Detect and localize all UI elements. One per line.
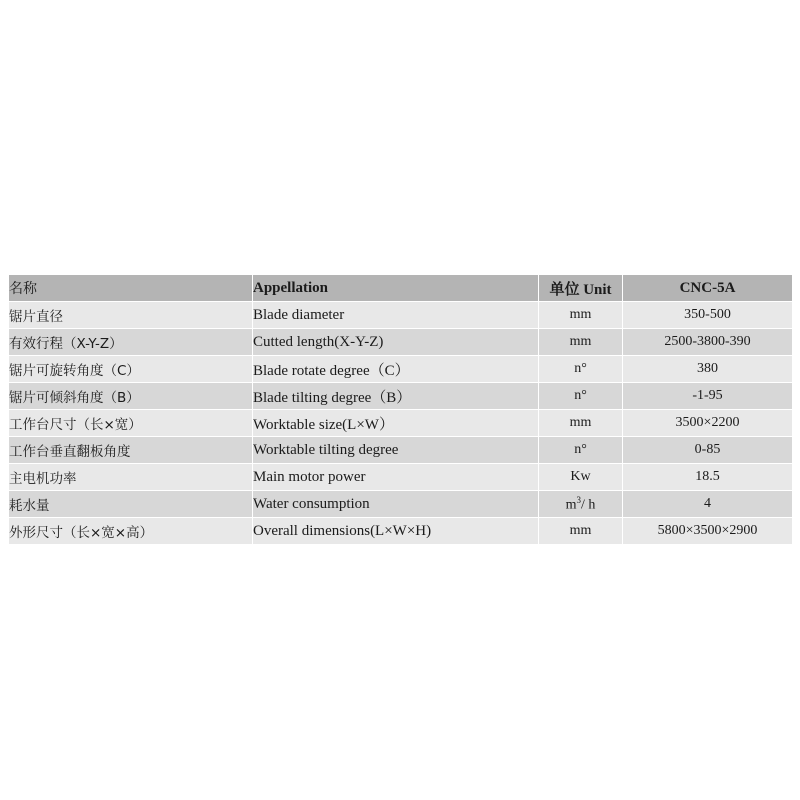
row-unit (539, 491, 623, 518)
unit-base: m (565, 497, 577, 513)
header-appellation: Appellation (253, 275, 539, 302)
row-value: 5800×3500×2900 (623, 518, 793, 545)
row-appellation: Blade tilting degree（B） (253, 383, 539, 410)
row-value: -1-95 (623, 383, 793, 410)
table-row (9, 329, 793, 356)
table-row (9, 518, 793, 545)
row-name: 外形尺寸（长×宽×高） (9, 518, 253, 545)
row-unit: mm (539, 329, 623, 356)
row-appellation: Blade diameter (253, 302, 539, 329)
row-value: 380 (623, 356, 793, 383)
row-name: 有效行程（X-Y-Z） (9, 329, 253, 356)
unit-tail: / h (581, 497, 596, 513)
row-appellation: Main motor power (253, 464, 539, 491)
table-body (9, 302, 793, 545)
table-header (9, 275, 793, 302)
header-unit: 单位 Unit (539, 275, 623, 302)
row-appellation: Worktable size(L×W） (253, 410, 539, 437)
table-header-row (9, 275, 793, 302)
table-row (9, 383, 793, 410)
table-row (9, 437, 793, 464)
header-name: 名称 (9, 275, 253, 302)
row-value: 2500-3800-390 (623, 329, 793, 356)
row-unit: mm (539, 518, 623, 545)
table-row (9, 410, 793, 437)
table-row (9, 491, 793, 518)
table-row (9, 464, 793, 491)
row-name: 工作台垂直翻板角度 (9, 437, 253, 464)
row-name: 耗水量 (9, 491, 253, 518)
row-unit: mm (539, 410, 623, 437)
row-value: 0-85 (623, 437, 793, 464)
row-value: 4 (623, 491, 793, 518)
row-name: 主电机功率 (9, 464, 253, 491)
row-name: 锯片可倾斜角度（B） (9, 383, 253, 410)
row-unit: n° (539, 356, 623, 383)
row-unit: n° (539, 383, 623, 410)
table-row (9, 302, 793, 329)
table-row (9, 356, 793, 383)
row-appellation: Worktable tilting degree (253, 437, 539, 464)
row-appellation: Cutted length(X-Y-Z) (253, 329, 539, 356)
row-appellation: Water consumption (253, 491, 539, 518)
row-value: 18.5 (623, 464, 793, 491)
row-appellation: Blade rotate degree（C） (253, 356, 539, 383)
unit-superscript: 3 (576, 494, 581, 505)
row-name: 工作台尺寸（长×宽） (9, 410, 253, 437)
header-model: CNC-5A (623, 275, 793, 302)
row-appellation: Overall dimensions(L×W×H) (253, 518, 539, 545)
row-name: 锯片直径 (9, 302, 253, 329)
row-name: 锯片可旋转角度（C） (9, 356, 253, 383)
row-value: 3500×2200 (623, 410, 793, 437)
row-unit: mm (539, 302, 623, 329)
row-unit: Kw (539, 464, 623, 491)
specification-table (8, 274, 793, 545)
row-unit: n° (539, 437, 623, 464)
row-value: 350-500 (623, 302, 793, 329)
